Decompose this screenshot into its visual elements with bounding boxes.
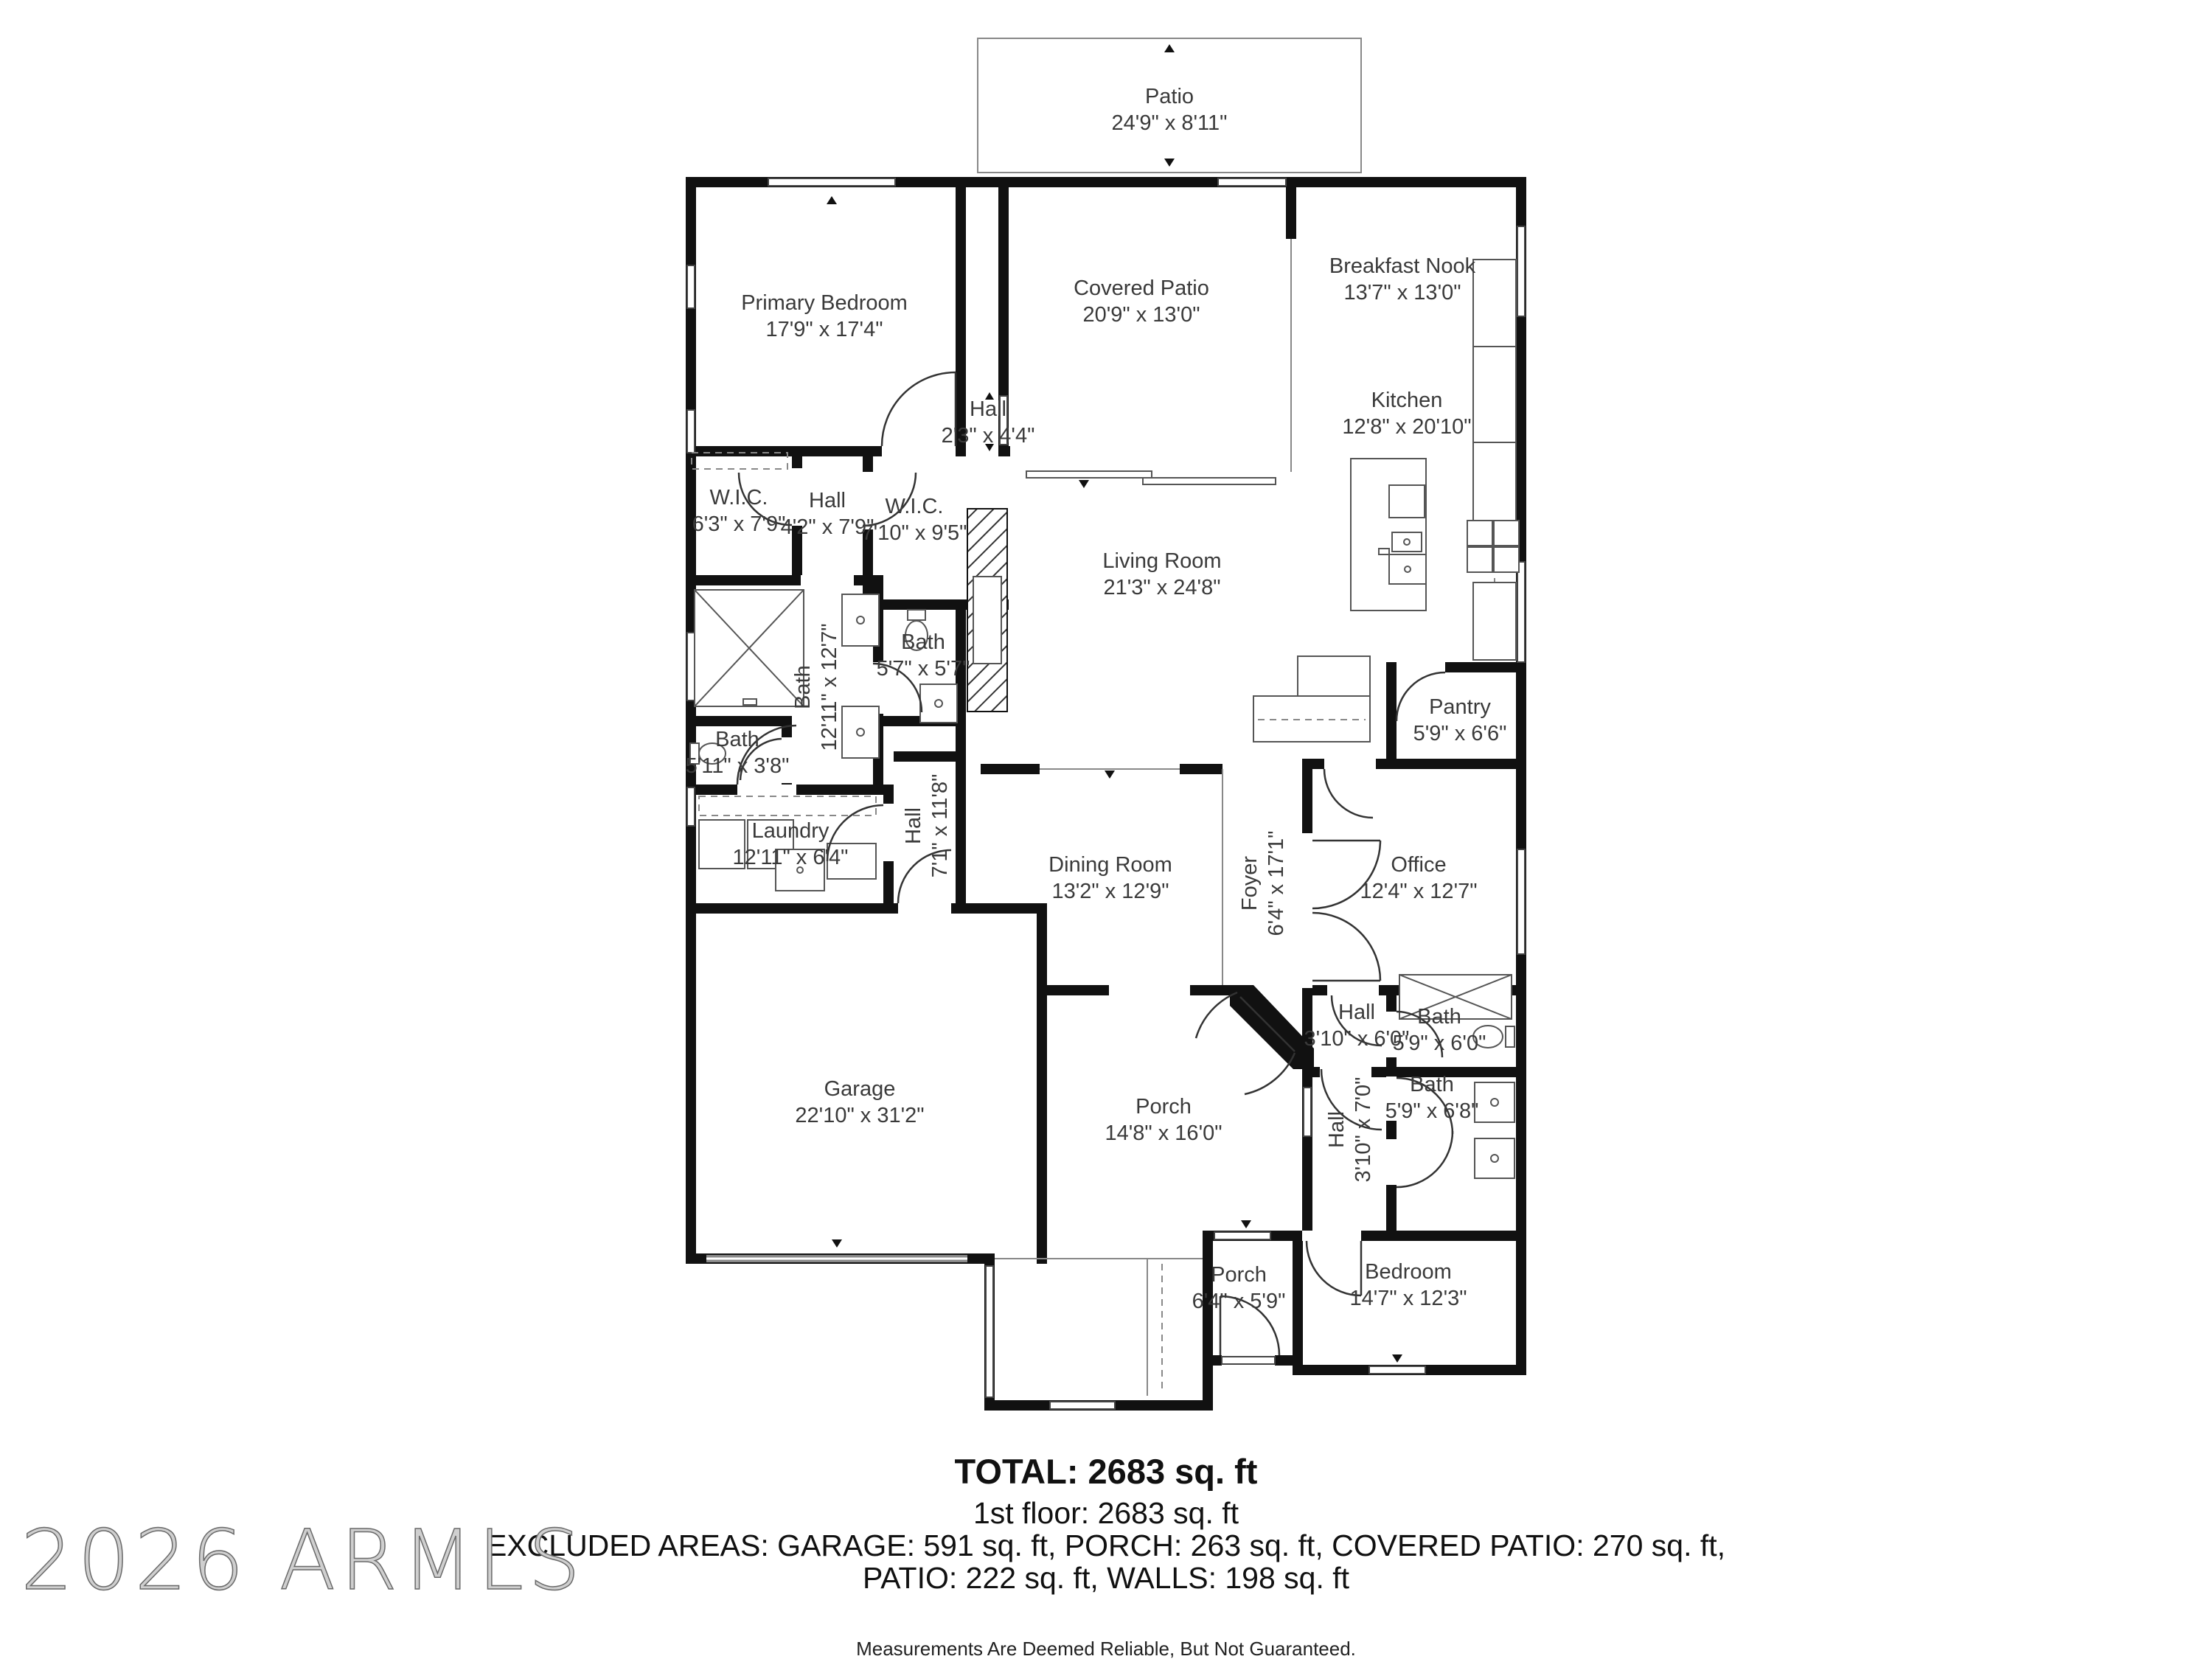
- room-name: Patio: [1144, 85, 1194, 109]
- room-name: Covered Patio: [1074, 276, 1209, 301]
- room-dimensions: 17'9" x 17'4": [765, 318, 883, 341]
- room-dimensions: 2'3" x 4'4": [941, 424, 1035, 448]
- room-dimensions: 7'10" x 9'5": [861, 521, 967, 545]
- walls: [686, 177, 1526, 1411]
- patio-outline: [978, 38, 1361, 173]
- room-dimensions: 6'3" x 7'9": [692, 512, 786, 536]
- room-name: W.I.C.: [709, 486, 768, 510]
- room-name: Bath: [1417, 1005, 1461, 1029]
- room-name: Bath: [715, 728, 759, 752]
- room-name: Office: [1391, 853, 1447, 877]
- room-dimensions: 6'4" x 17'1": [1265, 830, 1288, 936]
- room-dimensions: 14'8" x 16'0": [1105, 1121, 1222, 1145]
- room-name: Bath: [901, 630, 945, 655]
- room-dimensions: 6'4" x 5'9": [1192, 1290, 1286, 1313]
- room-dimensions: 13'7" x 13'0": [1343, 281, 1461, 305]
- room-name: Kitchen: [1371, 389, 1443, 413]
- room-name: Hall: [809, 489, 846, 513]
- room-dimensions: 5'9" x 6'0": [1392, 1032, 1486, 1055]
- room-name: Garage: [824, 1077, 896, 1102]
- room-dimensions: 5'9" x 6'6": [1413, 722, 1507, 745]
- room-name: Dining Room: [1048, 853, 1172, 877]
- total-area: TOTAL: 2683 sq. ft: [954, 1452, 1258, 1491]
- room-name: Porch: [1211, 1263, 1267, 1287]
- room-dimensions: 12'11" x 6'4": [732, 846, 849, 869]
- room-dimensions: 21'3" x 24'8": [1103, 576, 1221, 599]
- disclaimer-text: Measurements Are Deemed Reliable, But Not Guaranteed.: [856, 1637, 1356, 1659]
- room-name: Hall: [902, 807, 926, 844]
- room-name: Porch: [1135, 1095, 1192, 1119]
- room-name: Bedroom: [1365, 1260, 1452, 1284]
- room-name: Bath: [791, 665, 815, 709]
- room-name: Hall: [1338, 1001, 1375, 1025]
- excluded-areas-line1: EXCLUDED AREAS: GARAGE: 591 sq. ft, PORCH: 263 sq. ft, COVERED PATIO: 270 sq. ft,: [486, 1528, 1726, 1562]
- room-dimensions: 12'8" x 20'10": [1342, 415, 1472, 439]
- excluded-areas-line2: PATIO: 222 sq. ft, WALLS: 198 sq. ft: [862, 1560, 1350, 1595]
- room-name: Hall: [970, 397, 1006, 422]
- room-dimensions: 24'9" x 8'11": [1111, 111, 1228, 135]
- room-name: Primary Bedroom: [741, 291, 908, 316]
- open-boundaries: [692, 239, 1495, 1396]
- room-name: Hall: [1325, 1111, 1349, 1148]
- room-dimensions: 5'7" x 5'7": [876, 657, 970, 681]
- room-name: Bath: [1410, 1073, 1454, 1097]
- room-name: Foyer: [1238, 855, 1262, 911]
- room-name: W.I.C.: [885, 495, 944, 519]
- room-dimensions: 12'11" x 12'7": [818, 623, 841, 751]
- first-floor-area: 1st floor: 2683 sq. ft: [973, 1496, 1239, 1530]
- room-dimensions: 5'11" x 3'8": [685, 754, 790, 778]
- room-name: Breakfast Nook: [1329, 254, 1476, 279]
- room-dimensions: 14'7" x 12'3": [1349, 1287, 1467, 1310]
- room-dimensions: 22'10" x 31'2": [795, 1104, 925, 1127]
- room-name: Laundry: [751, 819, 830, 844]
- room-name: Living Room: [1102, 549, 1222, 574]
- room-dimensions: 3'10" x 6'0": [1304, 1027, 1410, 1051]
- room-dimensions: 7'1" x 11'8": [928, 773, 952, 878]
- armls-watermark: 2026 ARMLS: [21, 1513, 585, 1609]
- room-name: Pantry: [1429, 695, 1491, 720]
- room-dimensions: 3'10" x 7'0": [1352, 1077, 1375, 1183]
- room-dimensions: 20'9" x 13'0": [1082, 303, 1200, 327]
- room-dimensions: 12'4" x 12'7": [1360, 880, 1478, 903]
- room-dimensions: 13'2" x 12'9": [1051, 880, 1169, 903]
- room-dimensions: 4'2" x 7'9": [780, 515, 874, 539]
- room-dimensions: 5'9" x 6'8": [1385, 1099, 1479, 1123]
